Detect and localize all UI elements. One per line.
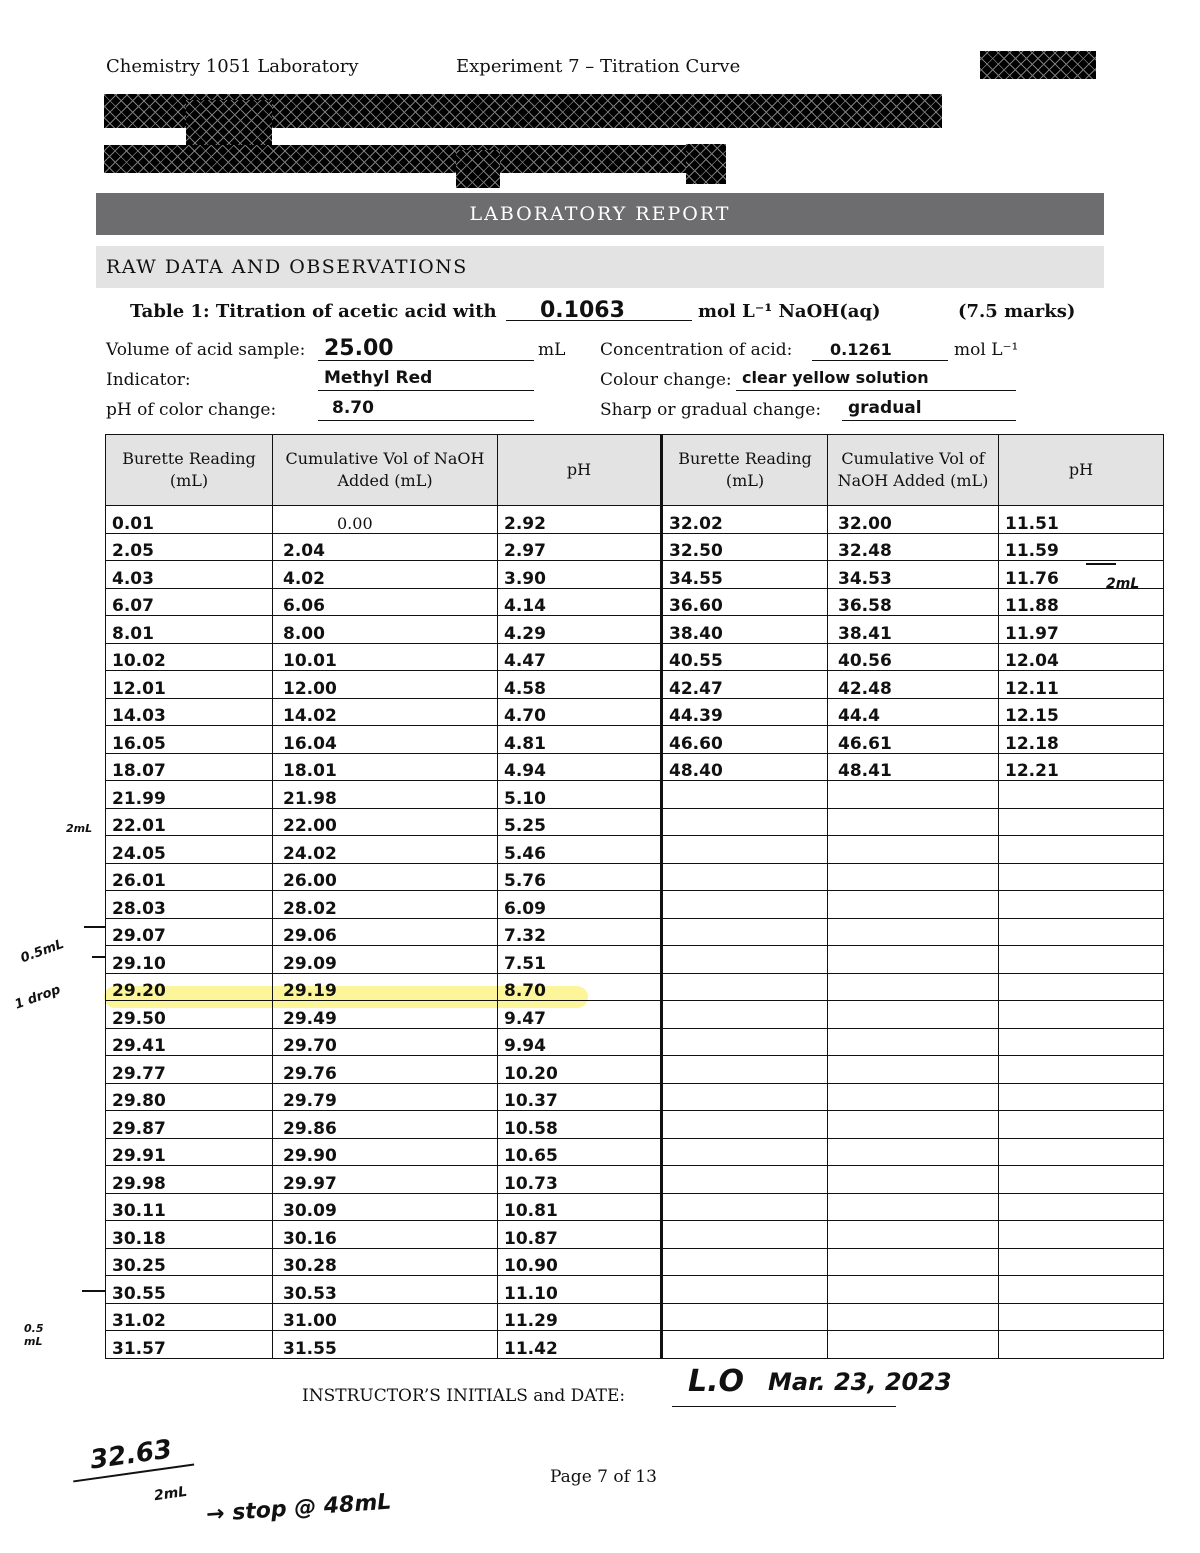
cell-ph-1: 2.97 [498, 533, 662, 561]
cell-ph-1: 7.32 [498, 918, 662, 946]
indicator-label: Indicator: [106, 370, 191, 390]
cell-cumvol-2 [828, 836, 999, 864]
cell-cumvol-1: 31.00 [273, 1303, 498, 1331]
header-cumvol-2: Cumulative Vol of NaOH Added (mL) [828, 435, 999, 506]
table-row [106, 781, 1164, 809]
cell-cumvol-1: 30.28 [273, 1248, 498, 1276]
table-row [106, 863, 1164, 891]
table-row [106, 1111, 1164, 1139]
table-row [106, 698, 1164, 726]
margin-tick [84, 916, 106, 928]
cell-ph-1: 5.10 [498, 781, 662, 809]
cell-cumvol-1: 21.98 [273, 781, 498, 809]
cell-cumvol-1: 4.02 [273, 561, 498, 589]
cell-ph-2: 12.15 [999, 698, 1164, 726]
cell-burette-1: 29.80 [106, 1083, 273, 1111]
cell-cumvol-2 [828, 1083, 999, 1111]
cell-burette-1: 21.99 [106, 781, 273, 809]
header-burette-1: Burette Reading (mL) [106, 435, 273, 506]
cell-cumvol-1: 29.70 [273, 1028, 498, 1056]
cell-ph-1: 10.73 [498, 1166, 662, 1194]
cell-cumvol-1: 12.00 [273, 671, 498, 699]
cell-burette-2 [662, 1111, 828, 1139]
cell-cumvol-1: 18.01 [273, 753, 498, 781]
page-number: Page 7 of 13 [550, 1467, 657, 1487]
table-row [106, 643, 1164, 671]
table-row [106, 1166, 1164, 1194]
cell-burette-2 [662, 1331, 828, 1359]
conc-unit: mol L⁻¹ [954, 340, 1019, 360]
cell-cumvol-1: 2.04 [273, 533, 498, 561]
cell-ph-1: 5.25 [498, 808, 662, 836]
cell-burette-1: 30.25 [106, 1248, 273, 1276]
table-row [106, 1331, 1164, 1359]
cell-ph-1: 2.92 [498, 506, 662, 534]
cell-burette-2 [662, 973, 828, 1001]
cell-burette-2: 46.60 [662, 726, 828, 754]
cell-ph-2 [999, 1303, 1164, 1331]
cell-cumvol-2 [828, 946, 999, 974]
table-row [106, 1193, 1164, 1221]
cell-burette-1: 16.05 [106, 726, 273, 754]
cell-cumvol-1: 10.01 [273, 643, 498, 671]
cell-ph-2 [999, 891, 1164, 919]
cell-ph-1: 10.20 [498, 1056, 662, 1084]
cell-ph-2: 11.88 [999, 588, 1164, 616]
cell-burette-2 [662, 946, 828, 974]
cell-ph-1: 4.14 [498, 588, 662, 616]
cell-cumvol-2: 46.61 [828, 726, 999, 754]
cell-ph-2 [999, 863, 1164, 891]
cell-burette-2: 44.39 [662, 698, 828, 726]
cell-ph-2 [999, 1083, 1164, 1111]
cell-burette-2: 42.47 [662, 671, 828, 699]
cell-cumvol-1: 31.55 [273, 1331, 498, 1359]
cell-burette-1: 14.03 [106, 698, 273, 726]
cell-cumvol-2: 36.58 [828, 588, 999, 616]
cell-burette-2 [662, 1303, 828, 1331]
cell-cumvol-1: 29.90 [273, 1138, 498, 1166]
cell-cumvol-1: 0.00 [273, 506, 498, 534]
cell-burette-2 [662, 1028, 828, 1056]
cell-cumvol-2: 34.53 [828, 561, 999, 589]
table-row [106, 1001, 1164, 1029]
cell-cumvol-1: 6.06 [273, 588, 498, 616]
cell-ph-1: 4.58 [498, 671, 662, 699]
cell-ph-1: 5.46 [498, 836, 662, 864]
cell-cumvol-2 [828, 1138, 999, 1166]
cell-ph-2 [999, 1193, 1164, 1221]
cell-ph-2 [999, 946, 1164, 974]
cell-ph-2: 12.11 [999, 671, 1164, 699]
cell-ph-2: 11.51 [999, 506, 1164, 534]
cell-cumvol-2 [828, 1111, 999, 1139]
cell-ph-2 [999, 1248, 1164, 1276]
table-row [106, 1028, 1164, 1056]
sharp-label: Sharp or gradual change: [600, 400, 822, 420]
table-row [106, 506, 1164, 534]
cell-ph-1: 10.81 [498, 1193, 662, 1221]
cell-burette-1: 29.07 [106, 918, 273, 946]
cell-burette-1: 24.05 [106, 836, 273, 864]
margin-tick [1086, 553, 1116, 565]
volume-label: Volume of acid sample: [106, 340, 306, 360]
indicator-value: Methyl Red [324, 368, 433, 388]
naoh-unit: mol L⁻¹ NaOH(aq) [698, 301, 881, 322]
volume-value: 25.00 [324, 336, 394, 361]
cell-burette-1: 2.05 [106, 533, 273, 561]
cell-burette-2 [662, 1056, 828, 1084]
cell-ph-2 [999, 1331, 1164, 1359]
cell-ph-2: 11.97 [999, 616, 1164, 644]
instructor-initials: L.O [688, 1364, 745, 1399]
cell-cumvol-2: 32.48 [828, 533, 999, 561]
cell-ph-1: 11.10 [498, 1276, 662, 1304]
note-calc-step: 2mL [153, 1483, 189, 1505]
cell-burette-1: 28.03 [106, 891, 273, 919]
cell-cumvol-2 [828, 1331, 999, 1359]
cell-ph-2 [999, 1028, 1164, 1056]
note-calc-value: 32.63 [88, 1434, 174, 1476]
cell-burette-2 [662, 1138, 828, 1166]
cell-burette-1: 4.03 [106, 561, 273, 589]
table-row [106, 1303, 1164, 1331]
cell-cumvol-2 [828, 1056, 999, 1084]
cell-cumvol-1: 29.97 [273, 1166, 498, 1194]
report-banner: LABORATORY REPORT [96, 193, 1104, 235]
table-row [106, 616, 1164, 644]
cell-burette-1: 0.01 [106, 506, 273, 534]
cell-ph-2: 12.04 [999, 643, 1164, 671]
table-row [106, 918, 1164, 946]
cell-ph-2 [999, 1166, 1164, 1194]
colour-value: clear yellow solution [742, 368, 929, 387]
table-row [106, 891, 1164, 919]
cell-burette-1: 12.01 [106, 671, 273, 699]
cell-ph-2 [999, 1056, 1164, 1084]
cell-cumvol-2: 32.00 [828, 506, 999, 534]
cell-ph-2: 12.21 [999, 753, 1164, 781]
cell-burette-1: 29.10 [106, 946, 273, 974]
cell-burette-2 [662, 1248, 828, 1276]
cell-cumvol-1: 29.19 [273, 973, 498, 1001]
cell-cumvol-2 [828, 1028, 999, 1056]
cell-cumvol-1: 29.86 [273, 1111, 498, 1139]
cell-ph-1: 7.51 [498, 946, 662, 974]
cell-cumvol-2 [828, 1166, 999, 1194]
cell-ph-2 [999, 1221, 1164, 1249]
note-2ml-left: 2mL [66, 822, 93, 835]
cell-burette-2: 34.55 [662, 561, 828, 589]
redaction-block [104, 145, 726, 173]
note-one-drop: 1 drop [12, 982, 63, 1013]
cell-burette-2 [662, 1221, 828, 1249]
volume-unit: mL [538, 340, 566, 360]
cell-cumvol-1: 8.00 [273, 616, 498, 644]
cell-cumvol-1: 29.09 [273, 946, 498, 974]
course-title: Chemistry 1051 Laboratory [106, 56, 359, 77]
cell-ph-1: 10.87 [498, 1221, 662, 1249]
note-stop: → stop @ 48mL [205, 1489, 393, 1528]
cell-cumvol-1: 29.79 [273, 1083, 498, 1111]
section-banner [96, 246, 1104, 288]
cell-cumvol-1: 28.02 [273, 891, 498, 919]
cell-cumvol-2: 42.48 [828, 671, 999, 699]
titration-table [105, 434, 1164, 1359]
cell-ph-1: 11.29 [498, 1303, 662, 1331]
table-row [106, 561, 1164, 589]
redaction-block [980, 51, 1096, 79]
cell-burette-1: 22.01 [106, 808, 273, 836]
note-2ml-right: 2mL [1106, 576, 1140, 592]
cell-burette-1: 29.91 [106, 1138, 273, 1166]
cell-burette-1: 29.98 [106, 1166, 273, 1194]
cell-ph-1: 5.76 [498, 863, 662, 891]
cell-cumvol-1: 30.16 [273, 1221, 498, 1249]
cell-ph-2: 11.59 [999, 533, 1164, 561]
cell-burette-2: 36.60 [662, 588, 828, 616]
margin-tick [92, 946, 106, 958]
ph-change-value: 8.70 [332, 398, 374, 418]
redaction-block [686, 144, 726, 184]
table-header-row [106, 435, 1164, 506]
table-row [106, 753, 1164, 781]
cell-cumvol-2: 40.56 [828, 643, 999, 671]
cell-ph-1: 4.29 [498, 616, 662, 644]
cell-cumvol-2 [828, 781, 999, 809]
cell-burette-1: 29.41 [106, 1028, 273, 1056]
cell-burette-1: 30.11 [106, 1193, 273, 1221]
cell-cumvol-2 [828, 1303, 999, 1331]
cell-burette-1: 29.20 [106, 973, 273, 1001]
cell-ph-1: 6.09 [498, 891, 662, 919]
table-row [106, 726, 1164, 754]
cell-ph-1: 10.58 [498, 1111, 662, 1139]
cell-burette-1: 6.07 [106, 588, 273, 616]
table-row [106, 973, 1164, 1001]
cell-burette-1: 29.87 [106, 1111, 273, 1139]
cell-cumvol-1: 26.00 [273, 863, 498, 891]
cell-cumvol-1: 14.02 [273, 698, 498, 726]
note-half-ml: 0.5mL [18, 936, 67, 967]
cell-burette-2: 38.40 [662, 616, 828, 644]
table-title: Table 1: Titration of acetic acid with [130, 301, 497, 322]
cell-ph-2 [999, 808, 1164, 836]
cell-cumvol-2 [828, 1276, 999, 1304]
cell-burette-1: 10.02 [106, 643, 273, 671]
note-half-ml-bottom: 0.5 mL [24, 1322, 44, 1348]
cell-burette-2: 32.50 [662, 533, 828, 561]
cell-ph-1: 4.70 [498, 698, 662, 726]
cell-cumvol-2 [828, 808, 999, 836]
cell-ph-1: 4.47 [498, 643, 662, 671]
cell-cumvol-2: 38.41 [828, 616, 999, 644]
cell-ph-1: 8.70 [498, 973, 662, 1001]
cell-cumvol-2 [828, 1193, 999, 1221]
cell-ph-1: 4.94 [498, 753, 662, 781]
cell-ph-2 [999, 836, 1164, 864]
cell-burette-2: 40.55 [662, 643, 828, 671]
table-row [106, 533, 1164, 561]
cell-cumvol-2 [828, 891, 999, 919]
ph-change-label: pH of color change: [106, 400, 277, 420]
cell-burette-1: 30.18 [106, 1221, 273, 1249]
experiment-title: Experiment 7 – Titration Curve [456, 56, 741, 77]
cell-ph-1: 10.90 [498, 1248, 662, 1276]
cell-burette-2 [662, 1083, 828, 1111]
cell-ph-1: 10.37 [498, 1083, 662, 1111]
cell-burette-1: 31.02 [106, 1303, 273, 1331]
table-row [106, 1248, 1164, 1276]
colour-label: Colour change: [600, 370, 732, 390]
table-row [106, 836, 1164, 864]
cell-ph-1: 10.65 [498, 1138, 662, 1166]
table-row [106, 1138, 1164, 1166]
cell-cumvol-2 [828, 1001, 999, 1029]
cell-cumvol-2 [828, 918, 999, 946]
cell-burette-1: 29.50 [106, 1001, 273, 1029]
cell-cumvol-1: 16.04 [273, 726, 498, 754]
cell-burette-2 [662, 836, 828, 864]
table-row [106, 1221, 1164, 1249]
cell-burette-2 [662, 808, 828, 836]
instructor-label: INSTRUCTOR’S INITIALS and DATE: [302, 1386, 626, 1406]
cell-ph-2: 12.18 [999, 726, 1164, 754]
cell-cumvol-1: 29.49 [273, 1001, 498, 1029]
redaction-block [456, 150, 500, 188]
marks: (7.5 marks) [958, 301, 1076, 322]
cell-ph-2 [999, 1001, 1164, 1029]
table-row [106, 808, 1164, 836]
table-row [106, 588, 1164, 616]
cell-cumvol-1: 30.09 [273, 1193, 498, 1221]
cell-burette-1: 26.01 [106, 863, 273, 891]
cell-burette-1: 31.57 [106, 1331, 273, 1359]
cell-ph-2 [999, 1138, 1164, 1166]
cell-burette-2 [662, 1001, 828, 1029]
cell-burette-2 [662, 891, 828, 919]
table-row [106, 946, 1164, 974]
cell-burette-2 [662, 1276, 828, 1304]
cell-cumvol-1: 30.53 [273, 1276, 498, 1304]
cell-ph-2: 11.76 [999, 561, 1164, 589]
cell-cumvol-1: 29.76 [273, 1056, 498, 1084]
header-ph-1: pH [498, 435, 662, 506]
cell-ph-1: 3.90 [498, 561, 662, 589]
cell-burette-2 [662, 918, 828, 946]
cell-cumvol-2 [828, 1221, 999, 1249]
instructor-date: Mar. 23, 2023 [768, 1368, 952, 1396]
cell-ph-2 [999, 973, 1164, 1001]
naoh-conc-value: 0.1063 [540, 298, 625, 323]
cell-ph-1: 9.47 [498, 1001, 662, 1029]
conc-label: Concentration of acid: [600, 340, 793, 360]
cell-burette-1: 8.01 [106, 616, 273, 644]
cell-ph-1: 11.42 [498, 1331, 662, 1359]
section-title: RAW DATA AND OBSERVATIONS [106, 256, 468, 278]
cell-burette-2 [662, 781, 828, 809]
cell-ph-2 [999, 1276, 1164, 1304]
cell-cumvol-2: 44.4 [828, 698, 999, 726]
conc-value: 0.1261 [830, 340, 892, 359]
cell-ph-2 [999, 918, 1164, 946]
table-row [106, 671, 1164, 699]
cell-burette-2 [662, 1166, 828, 1194]
cell-burette-1: 30.55 [106, 1276, 273, 1304]
cell-burette-2: 32.02 [662, 506, 828, 534]
sharp-value: gradual [848, 398, 922, 418]
cell-cumvol-2 [828, 973, 999, 1001]
table-row [106, 1083, 1164, 1111]
header-ph-2: pH [999, 435, 1164, 506]
header-burette-2: Burette Reading (mL) [662, 435, 828, 506]
cell-ph-2 [999, 781, 1164, 809]
cell-ph-2 [999, 1111, 1164, 1139]
cell-cumvol-1: 24.02 [273, 836, 498, 864]
cell-burette-2 [662, 1193, 828, 1221]
cell-cumvol-2 [828, 863, 999, 891]
cell-ph-1: 9.94 [498, 1028, 662, 1056]
cell-burette-2: 48.40 [662, 753, 828, 781]
cell-cumvol-2 [828, 1248, 999, 1276]
cell-burette-1: 29.77 [106, 1056, 273, 1084]
cell-cumvol-1: 29.06 [273, 918, 498, 946]
cell-burette-1: 18.07 [106, 753, 273, 781]
table-row [106, 1276, 1164, 1304]
table-row [106, 1056, 1164, 1084]
cell-burette-2 [662, 863, 828, 891]
cell-ph-1: 4.81 [498, 726, 662, 754]
header-cumvol-1: Cumulative Vol of NaOH Added (mL) [273, 435, 498, 506]
cell-cumvol-1: 22.00 [273, 808, 498, 836]
cell-cumvol-2: 48.41 [828, 753, 999, 781]
margin-tick [82, 1280, 106, 1292]
